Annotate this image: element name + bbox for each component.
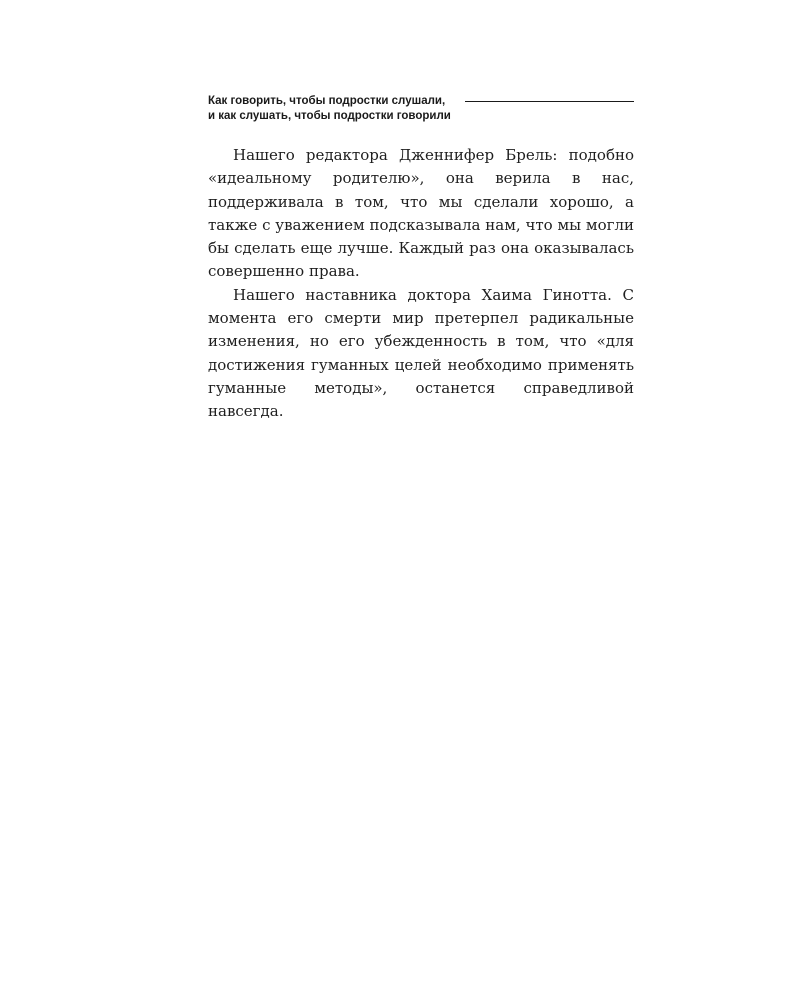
running-head-line-1: Как говорить, чтобы подростки слушали, (208, 95, 446, 107)
running-head-rule (465, 101, 634, 102)
body-text (208, 144, 634, 424)
paragraph-editor-thanks: Нашего редактора Дженнифер Брель: подобно «идеальному родителю», она верила в нас, поддерживала в том, что мы сделали хорошо, а также с уважением подсказывала нам, что мы могли бы сделать еще лучше. Каждый раз она оказывалась совершенно права. (208, 146, 634, 281)
paragraph-mentor-thanks: Нашего наставника доктора Хаима Гинотта. С момента его смерти мир претерпел радикальные изменения, но его убежденность в том, что «для достижения гуманных целей необходимо применять гуманные методы», останется справедливой навсегда. (208, 285, 634, 421)
running-head (208, 94, 634, 124)
running-head-line-2: и как слушать, чтобы подростки говорили (208, 110, 451, 122)
